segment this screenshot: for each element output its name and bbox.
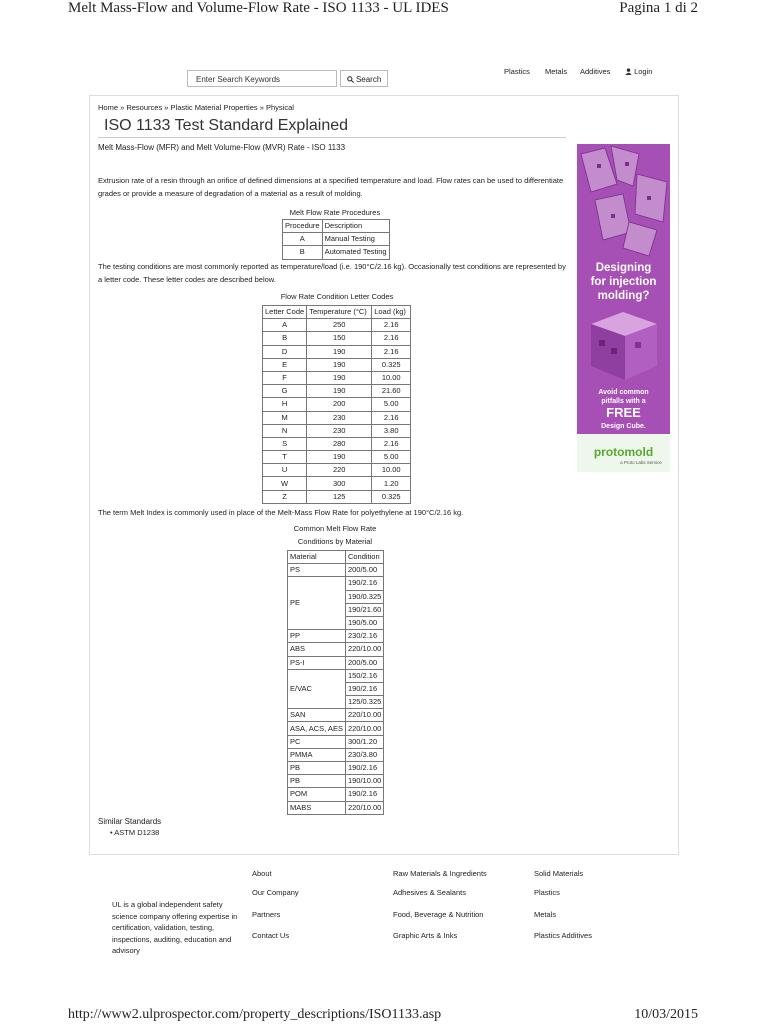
- letter-code: M: [263, 411, 307, 424]
- table-row: [263, 371, 411, 384]
- material-cell: ASA, ACS, AES: [288, 722, 346, 735]
- ad-headline-2: for injection: [590, 276, 657, 288]
- title-divider: [98, 137, 566, 138]
- ad-graphic: [577, 144, 670, 434]
- conditions-paragraph: The testing conditions are most commonly reported as temperature/load (i.e. 190°C/2.16 kg). Occasionally test conditions are represented by a letter code. These letter codes are described below.: [98, 262, 566, 284]
- column-header: Temperature (°C): [307, 306, 372, 319]
- condition-cell: 300/1.20: [345, 735, 383, 748]
- load-cell: 5.00: [372, 451, 411, 464]
- load-cell: 0.325: [372, 358, 411, 371]
- condition-cell: 190/10.00: [345, 775, 383, 788]
- temperature-cell: 230: [307, 411, 372, 424]
- breadcrumb[interactable]: Home » Resources » Plastic Material Properties » Physical: [98, 103, 294, 112]
- nav-plastics[interactable]: Plastics: [504, 67, 530, 76]
- material-cell: SAN: [288, 709, 346, 722]
- letter-code: W: [263, 477, 307, 490]
- table-row: [263, 358, 411, 371]
- protomold-ad[interactable]: [577, 144, 670, 472]
- table-row: [263, 398, 411, 411]
- ad-brand-sub: a Proto Labs Service: [620, 460, 662, 465]
- condition-cell: 190/2.16: [345, 762, 383, 775]
- common-caption-line2: Conditions by Material: [297, 537, 373, 546]
- ad-cta-3: Design Cube.: [601, 423, 646, 430]
- ad-brand-logo: protomold: [593, 445, 654, 459]
- load-cell: 2.16: [372, 332, 411, 345]
- table-row: [288, 748, 384, 761]
- temperature-cell: 280: [307, 437, 372, 450]
- procedures-table: [282, 219, 390, 260]
- table-row: [288, 801, 384, 814]
- load-cell: 2.16: [372, 345, 411, 358]
- temperature-cell: 220: [307, 464, 372, 477]
- load-cell: 21.60: [372, 385, 411, 398]
- table-row: [263, 385, 411, 398]
- condition-cell: 190/2.16: [345, 682, 383, 695]
- letter-codes-table: [262, 305, 411, 504]
- load-cell: 10.00: [372, 464, 411, 477]
- table-row: [288, 788, 384, 801]
- load-cell: 10.00: [372, 371, 411, 384]
- condition-cell: 220/10.00: [345, 801, 383, 814]
- nav-metals[interactable]: Metals: [545, 67, 568, 76]
- temperature-cell: 125: [307, 490, 372, 503]
- table-row: [263, 451, 411, 464]
- procedure-description: Automated Testing: [322, 246, 389, 259]
- condition-cell: 200/5.00: [345, 564, 383, 577]
- letter-code: E: [263, 358, 307, 371]
- condition-cell: 220/10.00: [345, 643, 383, 656]
- table-row: [288, 775, 384, 788]
- material-cell: PC: [288, 735, 346, 748]
- condition-cell: 190/5.00: [345, 616, 383, 629]
- condition-cell: 190/2.16: [345, 788, 383, 801]
- material-cell: PS-I: [288, 656, 346, 669]
- table-row: [288, 643, 384, 656]
- table-row: [288, 630, 384, 643]
- footer-link-solid-materials[interactable]: Solid Materials: [534, 869, 584, 878]
- user-icon: [625, 68, 632, 75]
- letter-codes-caption: Flow Rate Condition Letter Codes: [280, 292, 394, 301]
- table-row: [263, 437, 411, 450]
- footer-link-about[interactable]: About: [252, 869, 272, 878]
- footer-link-plastics[interactable]: Plastics: [534, 888, 560, 897]
- material-cell: PE: [288, 577, 346, 630]
- footer-link-partners[interactable]: Partners: [252, 910, 281, 919]
- letter-code: N: [263, 424, 307, 437]
- condition-cell: 190/2.16: [345, 577, 383, 590]
- column-header: Material: [288, 551, 346, 564]
- temperature-cell: 300: [307, 477, 372, 490]
- column-header: Condition: [345, 551, 383, 564]
- table-row: [263, 411, 411, 424]
- similar-standards-heading: Similar Standards: [98, 817, 162, 826]
- table-row: [288, 762, 384, 775]
- table-row: [263, 464, 411, 477]
- temperature-cell: 230: [307, 424, 372, 437]
- column-header: Description: [322, 220, 389, 233]
- condition-cell: 230/2.16: [345, 630, 383, 643]
- table-row: [288, 735, 384, 748]
- footer-link-graphic-arts[interactable]: Graphic Arts & Inks: [393, 931, 458, 940]
- load-cell: 1.20: [372, 477, 411, 490]
- print-header-title: Melt Mass-Flow and Volume-Flow Rate - ISO 1133 - UL IDES: [68, 0, 449, 16]
- footer-about-text: UL is a global independent safety science company offering expertise in certification, validation, testing, inspections, auditing, education and advisory: [112, 900, 238, 955]
- load-cell: 0.325: [372, 490, 411, 503]
- material-cell: POM: [288, 788, 346, 801]
- load-cell: 5.00: [372, 398, 411, 411]
- table-row: [263, 319, 411, 332]
- condition-cell: 150/2.16: [345, 669, 383, 682]
- temperature-cell: 190: [307, 371, 372, 384]
- footer-link-metals[interactable]: Metals: [534, 910, 557, 919]
- footer-link-plastics-additives[interactable]: Plastics Additives: [534, 931, 592, 940]
- letter-code: F: [263, 371, 307, 384]
- ad-brand-bar: [577, 434, 670, 472]
- search-button[interactable]: [340, 70, 388, 87]
- temperature-cell: 190: [307, 451, 372, 464]
- letter-code: T: [263, 451, 307, 464]
- letter-code: G: [263, 385, 307, 398]
- table-row: [263, 477, 411, 490]
- table-row: [288, 669, 384, 682]
- letter-code: S: [263, 437, 307, 450]
- condition-cell: 230/3.80: [345, 748, 383, 761]
- similar-standard-link[interactable]: • ASTM D1238: [110, 828, 160, 837]
- letter-code: D: [263, 345, 307, 358]
- common-conditions-table: [287, 550, 384, 815]
- material-cell: PB: [288, 762, 346, 775]
- ad-cta-2: pitfalls with a: [601, 398, 646, 405]
- footer-link-raw-materials[interactable]: Raw Materials & Ingredients: [393, 869, 487, 878]
- procedure-code: B: [283, 246, 323, 259]
- temperature-cell: 150: [307, 332, 372, 345]
- letter-code: B: [263, 332, 307, 345]
- footer-link-food[interactable]: Food, Beverage & Nutrition: [393, 910, 484, 919]
- letter-code: H: [263, 398, 307, 411]
- footer-link-contact-us[interactable]: Contact Us: [252, 931, 290, 940]
- condition-cell: 200/5.00: [345, 656, 383, 669]
- temperature-cell: 190: [307, 385, 372, 398]
- nav-login[interactable]: [625, 67, 652, 76]
- material-cell: PS: [288, 564, 346, 577]
- table-row: [288, 656, 384, 669]
- footer-link-our-company[interactable]: Our Company: [252, 888, 299, 897]
- print-footer-url: http://www2.ulprospector.com/property_descriptions/ISO1133.asp: [68, 1007, 442, 1022]
- table-row: [288, 709, 384, 722]
- nav-additives[interactable]: Additives: [580, 67, 611, 76]
- melt-index-paragraph: The term Melt Index is commonly used in place of the Melt-Mass Flow Rate for polyethylene at 190°C/2.16 kg.: [98, 508, 464, 517]
- column-header: Procedure: [283, 220, 323, 233]
- material-cell: PMMA: [288, 748, 346, 761]
- ad-free: FREE: [606, 405, 641, 420]
- condition-cell: 220/10.00: [345, 709, 383, 722]
- table-row: [263, 345, 411, 358]
- procedure-code: A: [283, 233, 323, 246]
- letter-code: U: [263, 464, 307, 477]
- condition-cell: 190/21.60: [345, 603, 383, 616]
- ad-headline-3: molding?: [597, 290, 650, 302]
- load-cell: 2.16: [372, 411, 411, 424]
- page-subtitle: Melt Mass-Flow (MFR) and Melt Volume-Flow (MVR) Rate - ISO 1133: [98, 143, 346, 152]
- column-header: Load (kg): [372, 306, 411, 319]
- table-row: [288, 722, 384, 735]
- table-row: [283, 233, 390, 246]
- nav-login-label: Login: [634, 67, 653, 76]
- material-cell: ABS: [288, 643, 346, 656]
- search-input[interactable]: Enter Search Keywords: [187, 70, 337, 87]
- load-cell: 2.16: [372, 437, 411, 450]
- table-row: [288, 564, 384, 577]
- column-header: Letter Code: [263, 306, 307, 319]
- material-cell: E/VAC: [288, 669, 346, 709]
- temperature-cell: 190: [307, 345, 372, 358]
- temperature-cell: 250: [307, 319, 372, 332]
- footer-link-adhesives[interactable]: Adhesives & Sealants: [393, 888, 466, 897]
- design-cube-icon: [591, 312, 657, 380]
- common-caption-line1: Common Melt Flow Rate: [293, 524, 377, 533]
- procedure-description: Manual Testing: [322, 233, 389, 246]
- material-cell: PP: [288, 630, 346, 643]
- load-cell: 2.16: [372, 319, 411, 332]
- condition-cell: 190/0.325: [345, 590, 383, 603]
- table-row: [288, 577, 384, 590]
- table-row: [263, 490, 411, 503]
- table-row: [263, 424, 411, 437]
- condition-cell: 220/10.00: [345, 722, 383, 735]
- page-title: ISO 1133 Test Standard Explained: [104, 117, 349, 134]
- search-button-label: Search: [355, 75, 382, 84]
- temperature-cell: 200: [307, 398, 372, 411]
- condition-cell: 125/0.325: [345, 696, 383, 709]
- material-cell: PB: [288, 775, 346, 788]
- letter-code: Z: [263, 490, 307, 503]
- intro-paragraph: Extrusion rate of a resin through an orifice of defined dimensions at a specified temperature and load. Flow rates can be used to differentiate grades or provide a measure of degradation of a material as a result of molding.: [98, 176, 564, 198]
- table-header-row: [283, 220, 390, 233]
- letter-code: A: [263, 319, 307, 332]
- search-icon: [347, 76, 354, 83]
- temperature-cell: 190: [307, 358, 372, 371]
- similar-standard-label: ASTM D1238: [114, 828, 160, 837]
- ad-cta-1: Avoid common: [598, 389, 649, 396]
- procedures-caption: Melt Flow Rate Procedures: [289, 208, 381, 217]
- table-row: [283, 246, 390, 259]
- material-cell: MABS: [288, 801, 346, 814]
- table-row: [263, 332, 411, 345]
- print-page-number: Pagina 1 di 2: [619, 0, 698, 16]
- load-cell: 3.80: [372, 424, 411, 437]
- ad-headline-1: Designing: [595, 262, 652, 274]
- table-header-row: [263, 306, 411, 319]
- table-header-row: [288, 551, 384, 564]
- print-footer-date: 10/03/2015: [634, 1007, 698, 1022]
